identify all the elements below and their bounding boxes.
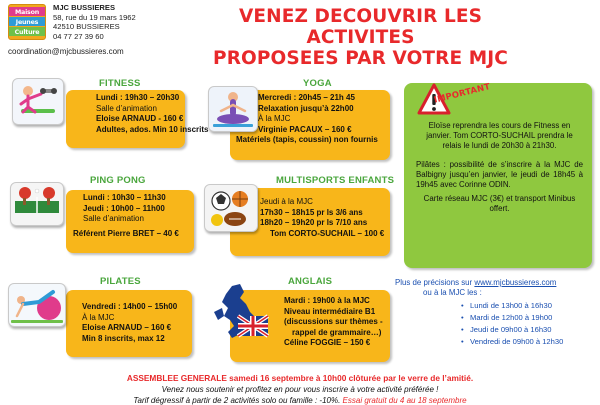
opening-hours-item: • Lundi de 13h00 à 16h30 <box>470 300 563 312</box>
opening-hours-item: • Vendredi de 09h00 à 12h30 <box>470 336 563 348</box>
pricing-note <box>0 396 600 405</box>
pingpong-panel <box>66 190 194 253</box>
general-assembly-notice: ASSEMBLEE GENERALE samedi 16 septembre à 10h00 clôturée par le verre de l’amitié. <box>126 373 474 383</box>
pingpong-line: Jeudi : 10h00 – 11h00 <box>83 203 165 213</box>
pingpong-illustration <box>10 182 64 226</box>
fitness-panel <box>66 90 209 148</box>
yoga-title: YOGA <box>303 78 332 89</box>
phone: 04 77 27 39 60 <box>53 31 104 41</box>
pilates-illustration <box>8 283 66 327</box>
fitness-line: Salle d’animation <box>96 103 157 113</box>
important-text-3: Carte réseau MJC (3€) et transport Minibus offert. <box>423 194 576 214</box>
info-suffix: ou à la MJC les : <box>423 288 482 297</box>
anglais-line: Céline FOGGIE – 150 € <box>284 338 371 348</box>
anglais-line: rappel de grammaire…) <box>292 327 382 337</box>
yoga-line: Virginie PACAUX – 160 € <box>258 124 352 134</box>
opening-hours-item: • Mardi de 12h00 à 19h00 <box>470 312 563 324</box>
address: 58, rue du 19 mars 1962 <box>53 12 136 22</box>
title-line-2: PROPOSEES PAR VOTRE MJC <box>213 48 508 69</box>
yoga-line: Matériels (tapis, coussin) non fournis <box>236 135 378 145</box>
fitness-title: FITNESS <box>99 78 141 89</box>
pingpong-line: Lundi : 10h30 – 11h30 <box>83 193 166 202</box>
multisports-line: 18h20 – 19h20 pr ls 7/10 ans <box>260 218 368 228</box>
title-line-1: VENEZ DECOUVRIR LES ACTIVITES <box>238 6 483 48</box>
fitness-line: Adultes, ados. Min 10 inscrits <box>96 124 209 134</box>
pilates-title: PILATES <box>100 276 141 287</box>
fitness-line: Lundi : 19h30 – 20h30 <box>96 93 180 102</box>
yoga-line: Mercredi : 20h45 – 21h 45 <box>258 93 355 102</box>
pilates-line: Vendredi : 14h00 – 15h00 <box>82 302 178 311</box>
yoga-line: À la MJC <box>258 114 291 124</box>
pilates-line: Eloise ARNAUD – 160 € <box>82 323 172 333</box>
pingpong-title: PING PONG <box>90 175 146 186</box>
pricing-discount: Tarif dégressif à partir de 2 activités solo ou famille : -10%. <box>133 396 343 405</box>
uk-map-flag-illustration <box>210 282 274 342</box>
opening-hours-item: • Jeudi de 09h00 à 16h30 <box>470 324 563 336</box>
anglais-line: Niveau intermédiaire B1 <box>284 306 376 316</box>
multisports-title: MULTISPORTS ENFANTS <box>276 175 395 186</box>
multisports-line: Jeudi à la MJC <box>260 197 313 206</box>
multisports-illustration <box>204 184 258 232</box>
pilates-line: Min 8 inscrits, max 12 <box>82 333 165 343</box>
pilates-panel <box>66 290 192 357</box>
yoga-line: Relaxation jusqu’à 22h00 <box>258 103 354 113</box>
email-link[interactable]: coordination@mjcbussieres.com <box>8 47 124 56</box>
info-prefix: Plus de précisions sur <box>395 278 475 287</box>
anglais-line: (discussions sur thèmes - <box>284 317 383 327</box>
important-text-1: Eloïse reprendra les cours de Fitness en janvier. Tom CORTO-SUCHAIL prendra le relais le lundi de 20h30 à 21h30. <box>426 121 573 151</box>
website-link[interactable]: www.mjcbussieres.com <box>474 278 557 287</box>
logo-text-line: Culture <box>14 29 40 36</box>
pingpong-line: Salle d’animation <box>83 214 144 224</box>
important-label: IMPORTANT <box>433 82 492 106</box>
anglais-title: ANGLAIS <box>288 276 333 287</box>
pilates-line: À la MJC <box>82 312 115 322</box>
multisports-line: Tom CORTO-SUCHAIL – 100 € <box>270 228 385 238</box>
contact-block <box>53 3 136 41</box>
city: 42510 BUSSIERES <box>53 22 120 32</box>
org-name: MJC BUSSIERES <box>53 3 116 12</box>
free-trial-note: Essai gratuit du 4 au 18 septembre <box>342 396 467 405</box>
page-title <box>188 6 533 69</box>
important-text-2: Pilâtes : possibilité de s’inscrire à la MJC de Balbigny jusqu’en janvier, le jeudi de 18h45 à 19h45 avec Corinne ODIN. <box>416 159 583 190</box>
yoga-illustration <box>208 86 258 132</box>
opening-hours-list <box>470 300 563 348</box>
mjc-logo <box>8 4 46 40</box>
info-block <box>395 278 556 298</box>
support-message: Venez nous soutenir et profitez en pour vous inscrire à votre activité préférée ! <box>161 385 439 394</box>
fitness-illustration <box>12 78 64 125</box>
logo-text-line: Maison <box>14 9 40 16</box>
pingpong-line: Référent Pierre BRET – 40 € <box>73 228 179 238</box>
multisports-line: 17h30 – 18h15 pr ls 3/6 ans <box>260 207 363 217</box>
anglais-line: Mardi : 19h00 à la MJC <box>284 296 370 305</box>
logo-text-line: Jeunes <box>15 19 39 26</box>
fitness-line: Eloise ARNAUD - 160 € <box>96 114 184 124</box>
